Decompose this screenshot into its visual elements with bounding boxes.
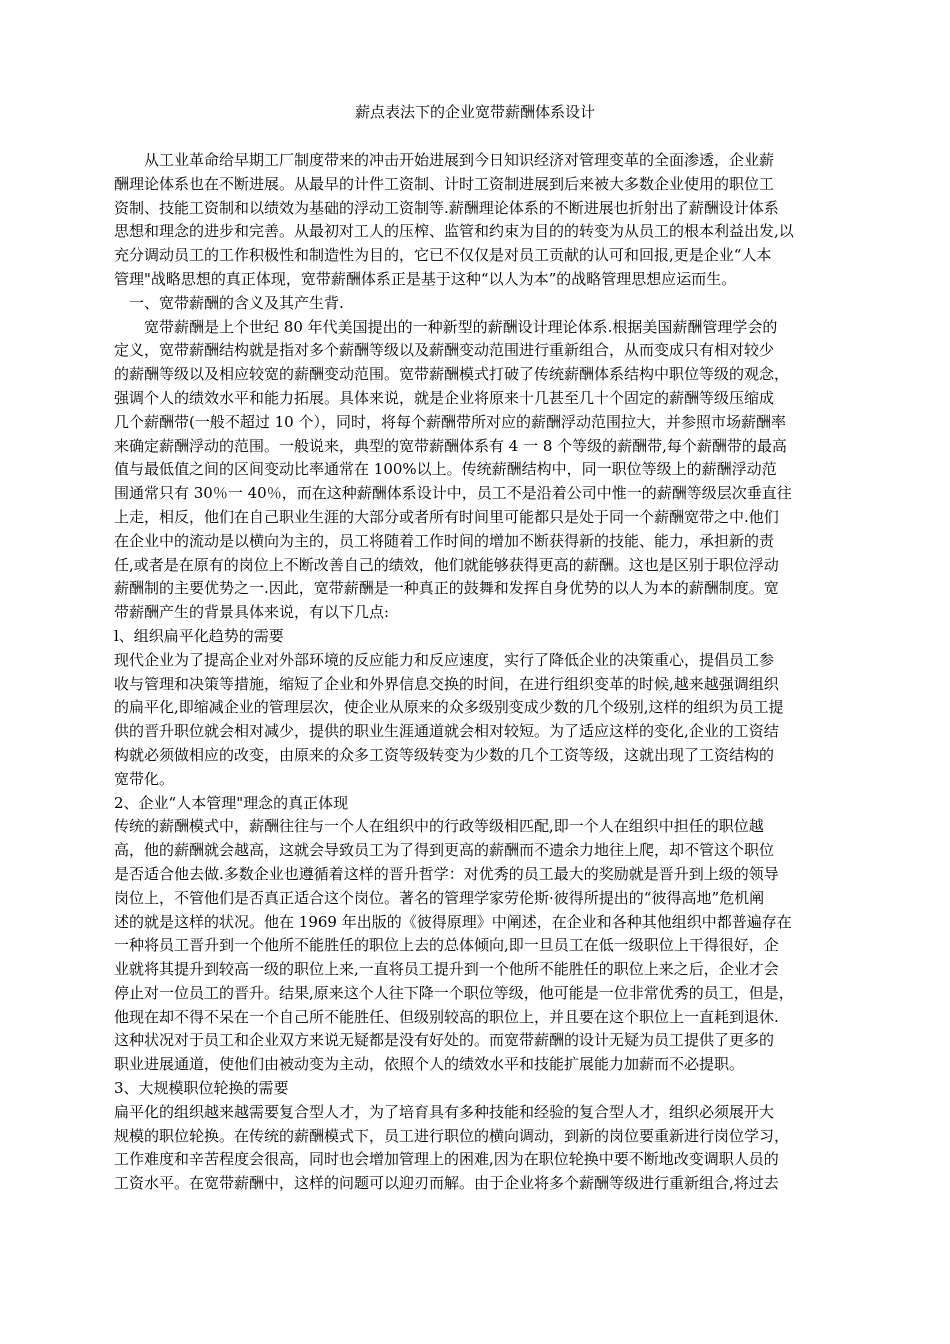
text-line: 从工业革命给早期工厂制度带来的冲击开始进展到今日知识经济对管理变革的全面渗透，企业薪 [114, 151, 775, 169]
text-line: 是否适合他去做.多数企业也遵循着这样的晋升哲学：对优秀的员工最大的奖励就是晋升到上级的领导 [114, 864, 779, 883]
text-line: 扁平化的组织越来越需要复合型人才，为了培育具有多种技能和经验的复合型人才，组织必须展开大 [114, 1102, 775, 1121]
text-line: 薪酬制的主要优势之一.因此，宽带薪酬是一种真正的鼓舞和发挥自身优势的以人为本的薪酬制度。宽 [114, 579, 779, 598]
text-line: 定义，宽带薪酬结构就是指对多个薪酬等级以及薪酬变动范围进行重新组合，从而变成只有相对较少 [114, 341, 775, 360]
text-line: 充分调动员工的工作积极性和制造性为目的，它已不仅仅是对员工贡献的认可和回报,更是企业“人本 [114, 246, 772, 265]
text-line: 任,或者是在原有的岗位上不断改善自己的绩效，他们就能够获得更高的薪酬。这也是区别于职位浮动 [114, 555, 779, 574]
text-line: 上走，相反，他们在自己职业生涯的大部分或者所有时间里可能都只是处于同一个薪酬宽带之中.他们 [114, 507, 779, 526]
text-line: 的扁平化,即缩减企业的管理层次，使企业从原来的众多级别变成少数的几个级别,这样的组织为员工提 [114, 698, 784, 717]
text-line: 3、大规模职位轮换的需要 [114, 1079, 289, 1098]
text-line: 宽带薪酬是上个世纪 80 年代美国提出的一种新型的薪酬设计理论体系.根据美国薪酬管理学会的 [114, 317, 778, 336]
text-line: 工资水平。在宽带薪酬中，这样的问题可以迎刃而解。由于企业将多个薪酬等级进行重新组合,将过去 [114, 1174, 779, 1193]
text-line: 值与最低值之间的区间变动比率通常在 100%以上。传统薪酬结构中，同一职位等级上的薪酬浮动范 [114, 460, 777, 479]
text-line: 强调个人的绩效水平和能力拓展。具体来说，就是企业将原来十几甚至几十个固定的薪酬等级压缩成 [114, 388, 775, 407]
text-line: 几个薪酬带(一般不超过 10 个），同时，将每个薪酬带所对应的薪酬浮动范围拉大，并参照市场薪酬率 [114, 412, 786, 431]
text-line: 这种状况对于员工和企业双方来说无疑都是没有好处的。而宽带薪酬的设计无疑为员工提供了更多的 [114, 1031, 775, 1050]
text-line: 在企业中的流动是以横向为主的，员工将随着工作时间的增加不断获得新的技能、能力，承担新的责 [114, 531, 775, 550]
text-line: 规模的职位轮换。在传统的薪酬模式下，员工进行职位的横向调动，到新的岗位要重新进行岗位学习， [114, 1126, 790, 1145]
text-line: 现代企业为了提高企业对外部环境的反应能力和反应速度，实行了降低企业的决策重心，提倡员工参 [114, 650, 775, 669]
text-line: 构就必须做相应的改变，由原来的众多工资等级转变为少数的几个工资等级，这就出现了工资结构的 [114, 745, 775, 764]
text-line: 他现在却不得不呆在一个自己所不能胜任、但级别较高的职位上，并且要在这个职位上一直耗到退休. [114, 1007, 779, 1026]
text-line: l、组织扁平化趋势的需要 [114, 626, 284, 645]
document-title: 薪点表法下的企业宽带薪酬体系设计 [354, 103, 595, 121]
text-line: 围通常只有 30％一 40％，而在这种薪酬体系设计中，员工不是沿着公司中惟一的薪酬等级层次垂直往 [114, 484, 792, 503]
text-line: 资制、技能工资制和以绩效为基础的浮动工资制等.薪酬理论体系的不断进展也折射出了薪酬设计体系 [114, 198, 779, 217]
text-line: 2、企业“人本管理"理念的真正体现 [114, 793, 349, 812]
text-line: 思想和理念的进步和完善。从最初对工人的压榨、监管和约束为目的的转变为从员工的根本利益出发,以 [114, 222, 794, 241]
text-line: 述的就是这样的状况。他在 1969 年出版的《彼得原理》中阐述，在企业和各种其他组织中都普遍存在 [114, 912, 792, 931]
text-line: 酬理论体系也在不断进展。从最早的计件工资制、计时工资制进展到后来被大多数企业使用的职位工 [114, 174, 775, 193]
text-line: 传统的薪酬模式中，薪酬往往与一个人在组织中的行政等级相匹配,即一个人在组织中担任的职位越 [114, 817, 764, 836]
text-line: 一种将员工晋升到一个他所不能胜任的职位上去的总体倾向,即一旦员工在低一级职位上干得很好，企 [114, 936, 779, 955]
text-line: 收与管理和决策等措施，缩短了企业和外界信息交换的时间，在进行组织变革的时候,越来越强调组织 [114, 674, 779, 693]
text-line: 带薪酬产生的背景具体来说，有以下几点: [114, 603, 390, 622]
text-line: 一、宽带薪酬的含义及其产生背. [114, 293, 344, 312]
text-line: 业就将其提升到较高一级的职位上来,一直将员工提升到一个他所不能胜任的职位上来之后，企业才会 [114, 960, 779, 979]
text-line: 职业进展通道，使他们由被动变为主动，依照个人的绩效水平和技能扩展能力加薪而不必提职。 [114, 1055, 745, 1074]
text-line: 工作难度和辛苦程度会很高，同时也会增加管理上的困难,因为在职位轮换中要不断地改变调职人员的 [114, 1150, 779, 1169]
text-line: 高，他的薪酬就会越高，这就会导致员工为了得到更高的薪酬而不遗余力地往上爬，却不管这个职位 [114, 841, 775, 860]
text-line: 管理"战略思想的真正体现，宽带薪酬体系正是基于这种“以人为本”的战略管理思想应运而生。 [114, 269, 737, 288]
document-body [114, 149, 854, 1196]
text-line: 停止对一位员工的晋升。结果,原来这个人往下降一个职位等级，他可能是一位非常优秀的员工，但是， [114, 983, 794, 1002]
text-line: 供的晋升职位就会相对减少，提供的职业生涯通道就会相对较短。为了适应这样的变化,企业的工资结 [114, 722, 779, 741]
text-line: 来确定薪酬浮动的范围。一般说来，典型的宽带薪酬体系有 4 一 8 个等级的薪酬带,每个薪酬带的最高 [114, 436, 787, 455]
text-line: 宽带化。 [114, 769, 175, 788]
text-line: 的薪酬等级以及相应较宽的薪酬变动范围。宽带薪酬模式打破了传统薪酬体系结构中职位等级的观念， [114, 365, 790, 384]
text-line: 岗位上，不管他们是否真正适合这个岗位。著名的管理学家劳伦斯·彼得所提出的“彼得高地”危机阐 [114, 888, 765, 907]
